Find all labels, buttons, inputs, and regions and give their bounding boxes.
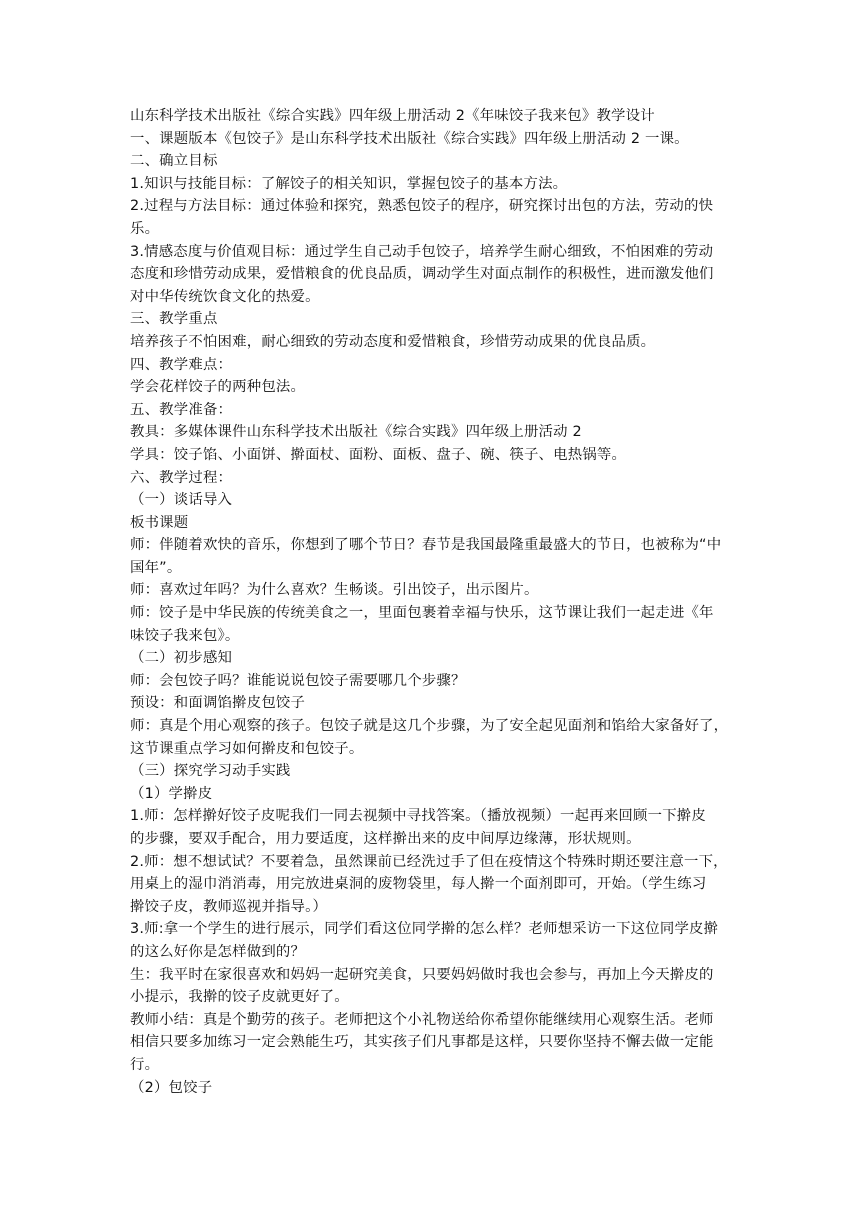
text-line: 乐。 xyxy=(130,220,160,237)
text-line: 这节课重点学习如何擀皮和包饺子。 xyxy=(130,740,364,757)
text-line: 培养孩子不怕困难，耐心细致的劳动态度和爱惜粮食，珍惜劳动成果的优良品质。 xyxy=(130,333,656,350)
text-line: （2）包饺子 xyxy=(130,1079,213,1096)
text-line: 学会花样饺子的两种包法。 xyxy=(130,379,306,396)
document-title: 山东科学技术出版社《综合实践》四年级上册活动 2《年味饺子我来包》教学设计 xyxy=(130,108,655,124)
text-line: （二）初步感知 xyxy=(130,650,233,667)
text-line: 的这么好你是怎样做到的？ xyxy=(130,943,306,960)
text-line: 师：会包饺子吗？谁能说说包饺子需要哪几个步骤？ xyxy=(130,672,466,689)
text-line: 师：伴随着欢快的音乐，你想到了哪个节日？春节是我国最隆重最盛大的节日，也被称为“中 xyxy=(130,537,722,554)
text-line: 三、教学重点 xyxy=(130,311,218,328)
text-line: 生：我平时在家很喜欢和妈妈一起研究美食，只要妈妈做时我也会参与，再加上今天擀皮的 xyxy=(130,966,714,983)
text-line: 1.师：怎样擀好饺子皮呢我们一同去视频中寻找答案。（播放视频）一起再来回顾一下擀皮 xyxy=(130,808,706,825)
text-line: 2.师：想不想试试？不要着急，虽然课前已经洗过手了但在疫情这个特殊时期还要注意一下， xyxy=(130,853,728,870)
text-line: （一）谈话导入 xyxy=(130,492,233,509)
text-line: 小提示，我擀的饺子皮就更好了。 xyxy=(130,989,349,1006)
text-line: 3.师:拿一个学生的进行展示，同学们看这位同学擀的怎么样？老师想采访一下这位同学皮擀 xyxy=(130,921,719,938)
text-line: 2.过程与方法目标：通过体验和探究，熟悉包饺子的程序，研究探讨出包的方法，劳动的快 xyxy=(130,198,714,215)
text-line: 二、确立目标 xyxy=(130,153,218,170)
text-line: 擀饺子皮，教师巡视并指导。） xyxy=(130,898,328,915)
text-line: 对中华传统饮食文化的热爱。 xyxy=(130,288,320,305)
text-line: 相信只要多加练习一定会熟能生巧，其实孩子们凡事都是这样，只要你坚持不懈去做一定能 xyxy=(130,1034,714,1051)
text-line: 四、教学难点： xyxy=(130,356,233,373)
text-line: 用桌上的湿巾消消毒，用完放进桌洞的废物袋里，每人擀一个面剂即可，开始。（学生练习 xyxy=(130,876,707,893)
text-line: 六、教学过程： xyxy=(130,469,233,486)
text-line: 的步骤，要双手配合，用力要适度，这样擀出来的皮中间厚边缘薄，形状规则。 xyxy=(130,831,641,847)
text-line: 1.知识与技能目标：了解饺子的相关知识，掌握包饺子的基本方法。 xyxy=(130,175,568,192)
text-line: 师：饺子是中华民族的传统美食之一，里面包裹着幸福与快乐，这节课让我们一起走进《年 xyxy=(130,605,714,622)
text-line: （1）学擀皮 xyxy=(130,785,213,802)
text-line: 板书课题 xyxy=(130,514,189,531)
text-line: 教师小结：真是个勤劳的孩子。老师把这个小礼物送给你希望你能继续用心观察生活。老师 xyxy=(130,1011,714,1028)
text-line: 预设：和面调馅擀皮包饺子 xyxy=(130,695,306,712)
document-text xyxy=(130,128,732,1100)
document-body xyxy=(130,105,732,1099)
text-line: 国年”。 xyxy=(130,559,182,576)
text-line: 教具：多媒体课件山东科学技术出版社《综合实践》四年级上册活动 2 xyxy=(130,424,582,441)
text-line: 师：喜欢过年吗？为什么喜欢？生畅谈。引出饺子，出示图片。 xyxy=(130,582,539,599)
text-line: 行。 xyxy=(130,1056,160,1073)
text-line: 味饺子我来包》。 xyxy=(130,627,240,644)
text-line: 学具：饺子馅、小面饼、擀面杖、面粉、面板、盘子、碗、筷子、电热锅等。 xyxy=(130,446,627,463)
text-line: 态度和珍惜劳动成果，爱惜粮食的优良品质，调动学生对面点制作的积极性，进而激发他们 xyxy=(130,266,714,283)
text-line: 一、课题版本《包饺子》是山东科学技术出版社《综合实践》四年级上册活动 2 一课。 xyxy=(130,130,689,147)
text-line: 师：真是个用心观察的孩子。包饺子就是这几个步骤，为了安全起见面剂和馅给大家备好了， xyxy=(130,718,729,735)
text-line: （三）探究学习动手实践 xyxy=(130,763,291,780)
text-line: 五、教学准备： xyxy=(130,401,233,418)
text-line: 3.情感态度与价值观目标：通过学生自己动手包饺子，培养学生耐心细致，不怕困难的劳动 xyxy=(130,243,714,260)
